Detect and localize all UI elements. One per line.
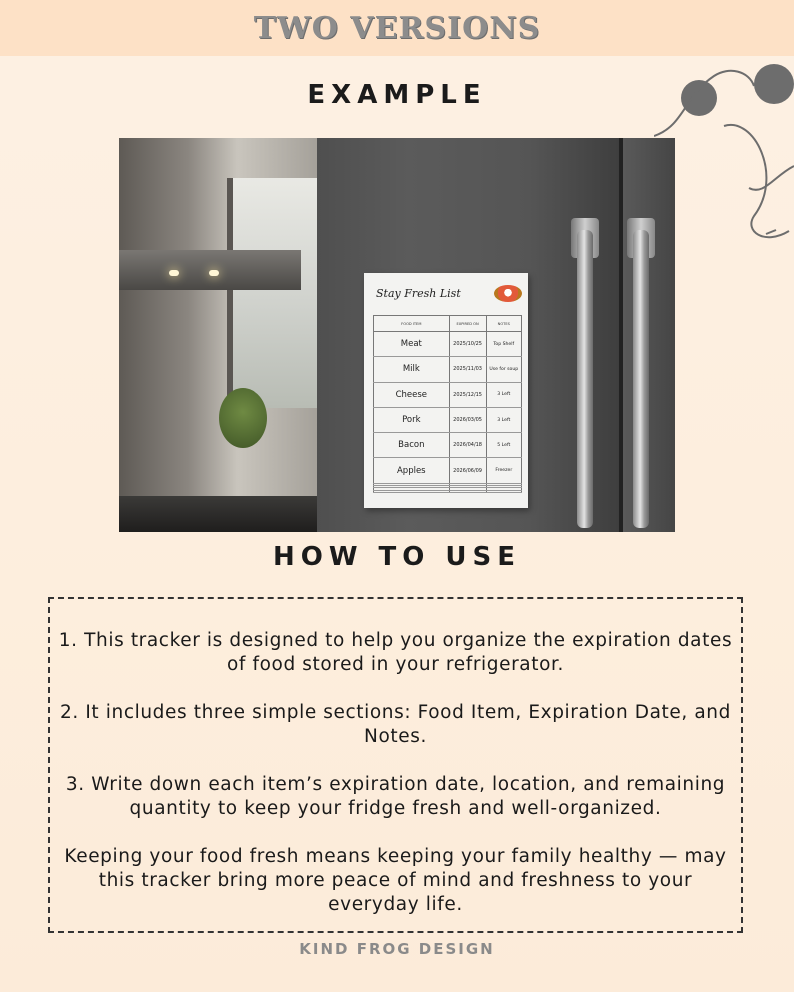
magnet-title: Stay Fresh List <box>376 287 461 300</box>
food-item-cell: Pork <box>374 407 450 432</box>
howto-box <box>48 597 743 933</box>
notes-cell: Top Shelf <box>486 332 521 357</box>
column-header: FOOD ITEM <box>374 316 450 332</box>
column-header: NOTES <box>486 316 521 332</box>
hood-light <box>169 270 179 276</box>
table-row-empty <box>374 490 522 492</box>
table-row <box>374 407 522 432</box>
date-cell: 2025/12/15 <box>449 382 486 407</box>
top-banner <box>0 0 794 56</box>
notes-cell: Use for soup <box>486 357 521 382</box>
food-item-cell: Apples <box>374 458 450 483</box>
fridge-door-right <box>623 138 675 532</box>
table-row <box>374 382 522 407</box>
date-cell: 2026/06/09 <box>449 458 486 483</box>
food-item-cell: Milk <box>374 357 450 382</box>
notes-cell: Freezer <box>486 458 521 483</box>
kitchen-window <box>227 178 323 408</box>
table-row <box>374 433 522 458</box>
brand-footer: KIND FROG DESIGN <box>299 940 495 958</box>
howto-step-3: 3. Write down each item’s expiration date, location, and remaining quantity to keep your fridge fresh and well-organized. <box>65 774 726 819</box>
date-cell: 2026/04/18 <box>449 433 486 458</box>
hood-light <box>209 270 219 276</box>
fresh-list-table <box>373 315 522 493</box>
fridge-handle-left <box>577 230 593 528</box>
date-cell: 2026/03/05 <box>449 407 486 432</box>
table-row <box>374 357 522 382</box>
table-row <box>374 458 522 483</box>
range-hood <box>119 250 301 290</box>
howto-heading: HOW TO USE <box>272 542 522 572</box>
column-header: EXPIRED ON <box>449 316 486 332</box>
notes-cell: 5 Left <box>486 433 521 458</box>
plant-icon <box>219 388 267 448</box>
example-heading: EXAMPLE <box>307 80 487 110</box>
fridge-handle-right <box>633 230 649 528</box>
howto-step-1: 1. This tracker is designed to help you organize the expiration dates of food stored in your refrigerator. <box>58 630 733 675</box>
fruit-bowl-icon <box>494 285 522 302</box>
notes-cell: 3 Left <box>486 382 521 407</box>
date-cell: 2025/11/03 <box>449 357 486 382</box>
howto-step-2: 2. It includes three simple sections: Food Item, Expiration Date, and Notes. <box>60 702 731 747</box>
food-item-cell: Meat <box>374 332 450 357</box>
fridge-photo <box>119 138 675 532</box>
banner-title: TWO VERSIONS <box>253 10 541 46</box>
food-item-cell: Cheese <box>374 382 450 407</box>
howto-closing: Keeping your food fresh means keeping your family healthy — may this tracker bring more peace of mind and freshness to your everyday life. <box>64 846 727 915</box>
counter <box>119 496 317 532</box>
date-cell: 2025/10/25 <box>449 332 486 357</box>
howto-text <box>50 629 741 941</box>
notes-cell: 3 Left <box>486 407 521 432</box>
table-row <box>374 332 522 357</box>
food-item-cell: Bacon <box>374 433 450 458</box>
fresh-list-magnet <box>364 273 528 508</box>
